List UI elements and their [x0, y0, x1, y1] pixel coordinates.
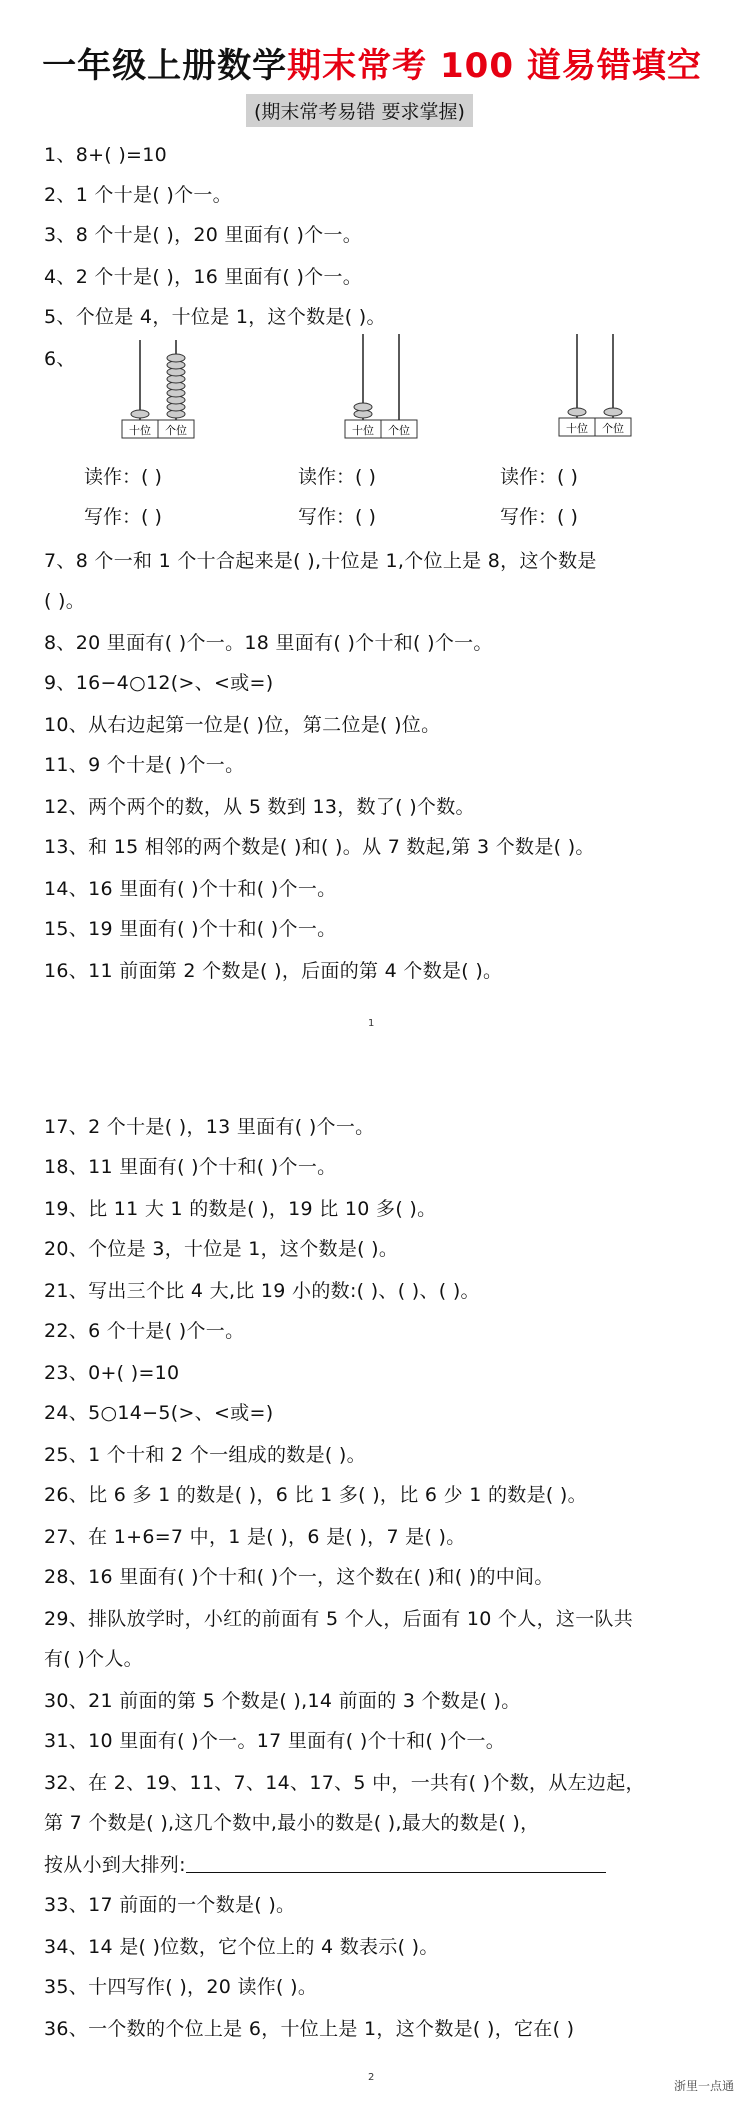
- tens-label: 十位: [352, 424, 374, 437]
- question-line: 7、8 个一和 1 个十合起来是( ),十位是 1,个位上是 8，这个数是: [44, 550, 597, 572]
- question-line: 34、14 是( )位数，它个位上的 4 数表示( )。: [44, 1936, 439, 1958]
- ones-label: 个位: [165, 424, 187, 437]
- question-line: 4、2 个十是( )，16 里面有( )个一。: [44, 266, 363, 288]
- question-line: 32、在 2、19、11、7、14、17、5 中，一共有( )个数，从左边起，: [44, 1772, 645, 1794]
- abacus-3: [557, 332, 637, 440]
- question-line: 有( )个人。: [44, 1648, 143, 1670]
- ones-label: 个位: [388, 424, 410, 437]
- question-line: 10、从右边起第一位是( )位，第二位是( )位。: [44, 714, 441, 736]
- question-line: 13、和 15 相邻的两个数是( )和( )。从 7 数起,第 3 个数是( )。: [44, 836, 595, 858]
- question-line: 27、在 1+6=7 中，1 是( )，6 是( )，7 是( )。: [44, 1526, 466, 1548]
- abacus-1: [120, 338, 200, 440]
- question-line: 9、16−4○12(>、<或=): [44, 672, 274, 694]
- question-line: 8、20 里面有( )个一。18 里面有( )个十和( )个一。: [44, 632, 493, 654]
- subtitle: (期末常考易错 要求掌握): [246, 94, 473, 127]
- question-line: 12、两个两个的数，从 5 数到 13，数了( )个数。: [44, 796, 475, 818]
- question-line: 第 7 个数是( ),这几个数中,最小的数是( ),最大的数是( )，: [44, 1812, 540, 1834]
- question-line: 23、0+( )=10: [44, 1362, 180, 1384]
- answer-blank: [186, 1858, 606, 1873]
- tens-label: 十位: [566, 422, 588, 435]
- write-as-2: 写作：( ): [298, 506, 376, 528]
- sort-line: [44, 1850, 606, 1877]
- question-line: 33、17 前面的一个数是( )。: [44, 1894, 296, 1916]
- question-line: 25、1 个十和 2 个一组成的数是( )。: [44, 1444, 366, 1466]
- question-line: 14、16 里面有( )个十和( )个一。: [44, 878, 337, 900]
- question-line: 17、2 个十是( )，13 里面有( )个一。: [44, 1116, 375, 1138]
- question-line: 2、1 个十是( )个一。: [44, 184, 232, 206]
- question-line: 30、21 前面的第 5 个数是( ),14 前面的 3 个数是( )。: [44, 1690, 521, 1712]
- read-as-3: 读作：( ): [500, 466, 578, 488]
- question-line: 3、8 个十是( )，20 里面有( )个一。: [44, 224, 363, 246]
- question-line: 36、一个数的个位上是 6，十位上是 1，这个数是( )，它在( ): [44, 2018, 575, 2040]
- question-line: 5、个位是 4，十位是 1，这个数是( )。: [44, 306, 386, 328]
- page-number-2: 2: [368, 2072, 375, 2083]
- question-line: 21、写出三个比 4 大,比 19 小的数:( )、( )、( )。: [44, 1280, 480, 1302]
- tens-label: 十位: [129, 424, 151, 437]
- question-line: 29、排队放学时，小红的前面有 5 个人，后面有 10 个人，这一队共: [44, 1608, 634, 1630]
- document-title: [0, 38, 744, 87]
- read-as-1: 读作：( ): [84, 466, 162, 488]
- title-black: 一年级上册数学: [42, 46, 288, 86]
- question-line: ( )。: [44, 590, 86, 612]
- ones-label: 个位: [602, 422, 624, 435]
- abacus-2: [343, 332, 423, 440]
- question-line: 15、19 里面有( )个十和( )个一。: [44, 918, 337, 940]
- question-line: 20、个位是 3，十位是 1，这个数是( )。: [44, 1238, 399, 1260]
- read-as-2: 读作：( ): [298, 466, 376, 488]
- write-as-3: 写作：( ): [500, 506, 578, 528]
- question-line: 22、6 个十是( )个一。: [44, 1320, 245, 1342]
- question-line: 28、16 里面有( )个十和( )个一，这个数在( )和( )的中间。: [44, 1566, 554, 1588]
- title-red: 期末常考 100 道易错填空: [287, 46, 702, 86]
- question-line: 19、比 11 大 1 的数是( )，19 比 10 多( )。: [44, 1198, 437, 1220]
- question-line: 11、9 个十是( )个一。: [44, 754, 245, 776]
- question-6-label: 6、: [44, 348, 76, 370]
- question-line: 26、比 6 多 1 的数是( )，6 比 1 多( )，比 6 少 1 的数是( )。: [44, 1484, 587, 1506]
- write-as-1: 写作：( ): [84, 506, 162, 528]
- question-line: 35、十四写作( )，20 读作( )。: [44, 1976, 318, 1998]
- sort-label: 按从小到大排列:: [44, 1854, 186, 1876]
- page-number-1: 1: [368, 1018, 375, 1029]
- question-line: 31、10 里面有( )个一。17 里面有( )个十和( )个一。: [44, 1730, 506, 1752]
- question-line: 18、11 里面有( )个十和( )个一。: [44, 1156, 337, 1178]
- watermark: 浙里一点通: [673, 2079, 734, 2093]
- question-line: 16、11 前面第 2 个数是( )，后面的第 4 个数是( )。: [44, 960, 503, 982]
- question-line: 1、8+( )=10: [44, 144, 168, 166]
- question-line: 24、5○14−5(>、<或=): [44, 1402, 274, 1424]
